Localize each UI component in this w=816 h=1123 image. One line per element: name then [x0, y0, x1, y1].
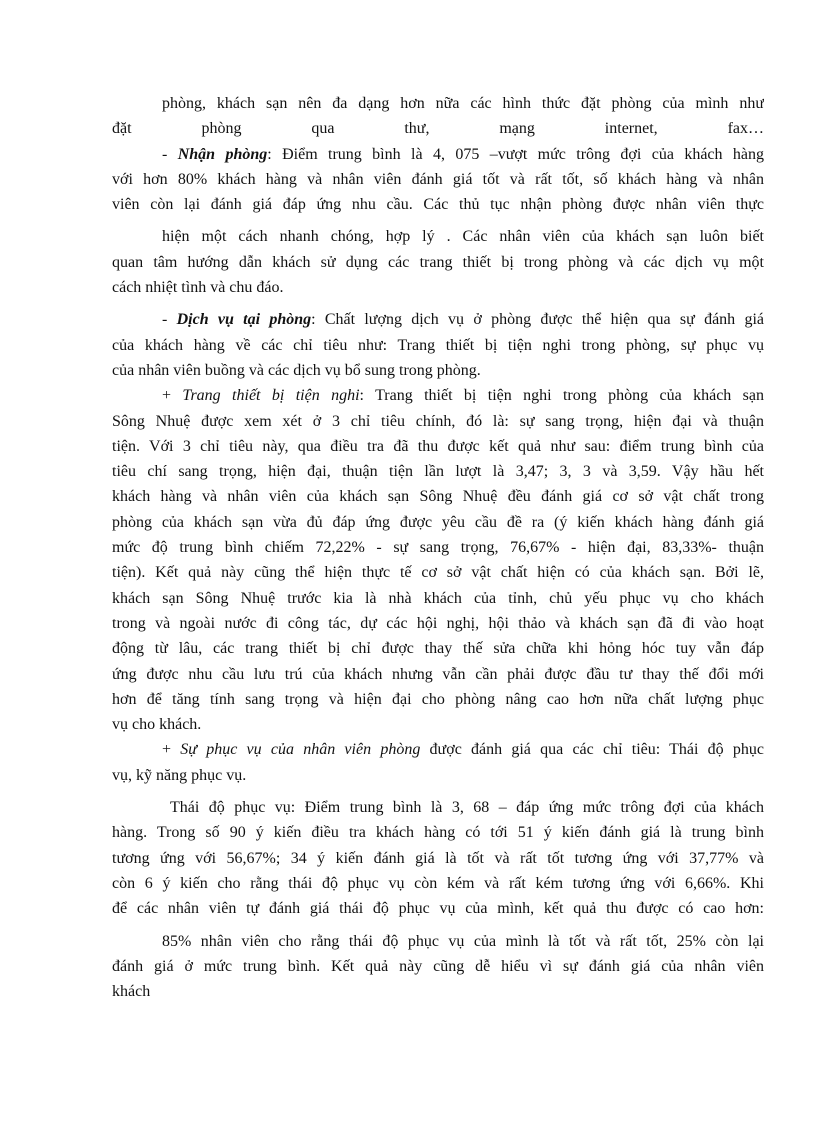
line-text: hàng. Trong số 90 ý kiến điều tra khách hàng có tới 51 ý kiến đánh giá là trung bình — [112, 824, 764, 842]
text-line — [112, 167, 764, 192]
list-marker: + — [162, 741, 181, 759]
line-text: viên còn lại đánh giá đáp ứng nhu cầu. Các thủ tục nhận phòng được nhân viên thực — [112, 196, 764, 214]
line-text: phòng, khách sạn nên đa dạng hơn nữa các hình thức đặt phòng của mình như — [162, 95, 764, 112]
line-text: Sông Nhuệ được xem xét ở 3 chỉ tiêu chính, đó là: sự sang trọng, hiện đại và thuận — [112, 412, 764, 430]
line-text: hiện một cách nhanh chóng, hợp lý . Các nhân viên của khách sạn luôn biết — [162, 228, 764, 246]
text-line — [112, 560, 764, 585]
line-text: 85% nhân viên cho rằng thái độ phục vụ của mình là tốt và rất tốt, 25% còn lại — [162, 932, 764, 950]
line-text: khách hàng và nhân viên của khách sạn Sông Nhuệ đều đánh giá cơ sở vật chất trong — [112, 488, 764, 506]
text-line — [112, 896, 764, 921]
text-line — [112, 636, 764, 661]
text-line — [112, 871, 764, 896]
list-marker: - — [162, 145, 178, 163]
line-text: : Trang thiết bị tiện nghi trong phòng của khách sạn — [359, 387, 764, 405]
line-text: vụ cho khách. — [112, 716, 202, 734]
text-line — [112, 91, 764, 116]
line-text: với hơn 80% khách hàng và nhân viên đánh giá tốt và rất tốt, số khách hàng và nhân — [112, 170, 764, 188]
text-line — [112, 307, 764, 332]
text-line — [112, 510, 764, 535]
line-text: trong và ngoài nước đi công tác, dự các hội nghị, hội thảo và khách sạn đã đi vào hoạt — [112, 614, 764, 632]
line-text: tiện. Với 3 chỉ tiêu này, qua điều tra đã thu được kết quả như sau: điểm trung bình của — [112, 437, 764, 455]
text-line — [112, 484, 764, 509]
text-line — [112, 224, 764, 249]
text-line — [112, 687, 764, 712]
line-text: tiêu chí sang trọng, hiện đại, thuận tiện lần lượt là 3,47; 3, 3 và 3,59. Vậy hầu hết — [112, 463, 764, 481]
text-line — [112, 979, 764, 1004]
line-text: : Điểm trung bình là 4, 075 –vượt mức trông đợi của khách hàng — [267, 145, 764, 163]
text-line — [112, 383, 764, 408]
text-line — [112, 250, 764, 275]
line-text: hơn để tăng tính sang trọng và hiện đại cho phòng nâng cao hơn nữa chất lượng phục — [112, 690, 764, 708]
body-text — [112, 91, 764, 1004]
text-line — [112, 586, 764, 611]
text-line — [112, 929, 764, 954]
line-text: đánh giá ở mức trung bình. Kết quả này cũng dễ hiểu vì sự đánh giá của nhân viên — [112, 957, 764, 975]
text-line — [112, 820, 764, 845]
line-text: tiện). Kết quả này cũng thể hiện thực tế cơ sở vật chất hiện có của khách sạn. Bởi lẽ, — [112, 564, 764, 582]
emphasized-term: Dịch vụ tại phòng — [176, 311, 312, 329]
line-text: của khách hàng về các chỉ tiêu như: Trang thiết bị tiện nghi trong phòng, sự phục vụ — [112, 336, 764, 354]
line-text: động từ lâu, các trang thiết bị chỉ được thay thế sửa chữa khi hỏng hóc tuy vẫn đáp — [112, 640, 764, 658]
text-line — [112, 535, 764, 560]
text-line — [112, 142, 764, 167]
line-text: còn 6 ý kiến cho rằng thái độ phục vụ còn kém và rất kém tương ứng với 6,66%. Khi — [112, 874, 764, 892]
text-line — [112, 737, 764, 762]
emphasized-term: Nhận phòng — [177, 145, 268, 163]
line-text: quan tâm hướng dẫn khách sử dụng các trang thiết bị trong phòng và các dịch vụ một — [112, 253, 764, 271]
line-text: Thái độ phục vụ: Điểm trung bình là 3, 68 – đáp ứng mức trông đợi của khách — [170, 799, 764, 817]
text-line — [112, 662, 764, 687]
emphasized-term: Sự phục vụ của nhân viên phòng — [180, 741, 421, 759]
line-text: được đánh giá qua các chỉ tiêu: Thái độ phục — [420, 741, 764, 759]
text-line — [112, 712, 764, 737]
line-text: phòng của khách sạn vừa đủ đáp ứng được yêu cầu đề ra (ý kiến khách hàng đánh giá — [112, 513, 764, 531]
text-line — [112, 275, 764, 300]
line-text: vụ, kỹ năng phục vụ. — [112, 766, 247, 784]
text-line — [112, 763, 764, 788]
line-text: cách nhiệt tình và chu đáo. — [112, 279, 284, 297]
emphasized-term: Trang thiết bị tiện nghi — [182, 387, 360, 405]
text-line — [112, 434, 764, 459]
text-line — [112, 116, 764, 141]
line-text: : Chất lượng dịch vụ ở phòng được thể hiện qua sự đánh giá — [311, 311, 764, 329]
line-text: tương ứng với 56,67%; 34 ý kiến đánh giá là tốt và rất tốt tương ứng với 37,77% và — [112, 849, 764, 867]
line-text: mức độ trung bình chiếm 72,22% - sự sang trọng, 76,67% - hiện đại, 83,33%- thuận — [112, 539, 764, 557]
text-line — [112, 795, 764, 820]
line-text: khách sạn Sông Nhuệ trước kia là nhà khách của tỉnh, chủ yếu phục vụ cho khách — [112, 589, 764, 607]
text-line — [112, 333, 764, 358]
text-line — [112, 192, 764, 217]
list-marker: + — [162, 387, 183, 405]
line-text: khách — [112, 983, 151, 1001]
list-marker: - — [162, 311, 177, 329]
line-text: đặt phòng qua thư, mạng internet, fax… — [112, 120, 764, 138]
line-text: để các nhân viên tự đánh giá thái độ phục vụ của mình, kết quả thu được có cao hơn: — [112, 900, 764, 918]
text-line — [112, 954, 764, 979]
text-line — [112, 459, 764, 484]
text-line — [112, 409, 764, 434]
line-text: của nhân viên buồng và các dịch vụ bổ sung trong phòng. — [112, 361, 481, 379]
line-text: ứng được nhu cầu lưu trú của khách nhưng vẫn cần phải được đầu tư thay thế đổi mới — [112, 665, 764, 683]
text-line — [112, 846, 764, 871]
text-line — [112, 358, 764, 383]
text-line — [112, 611, 764, 636]
